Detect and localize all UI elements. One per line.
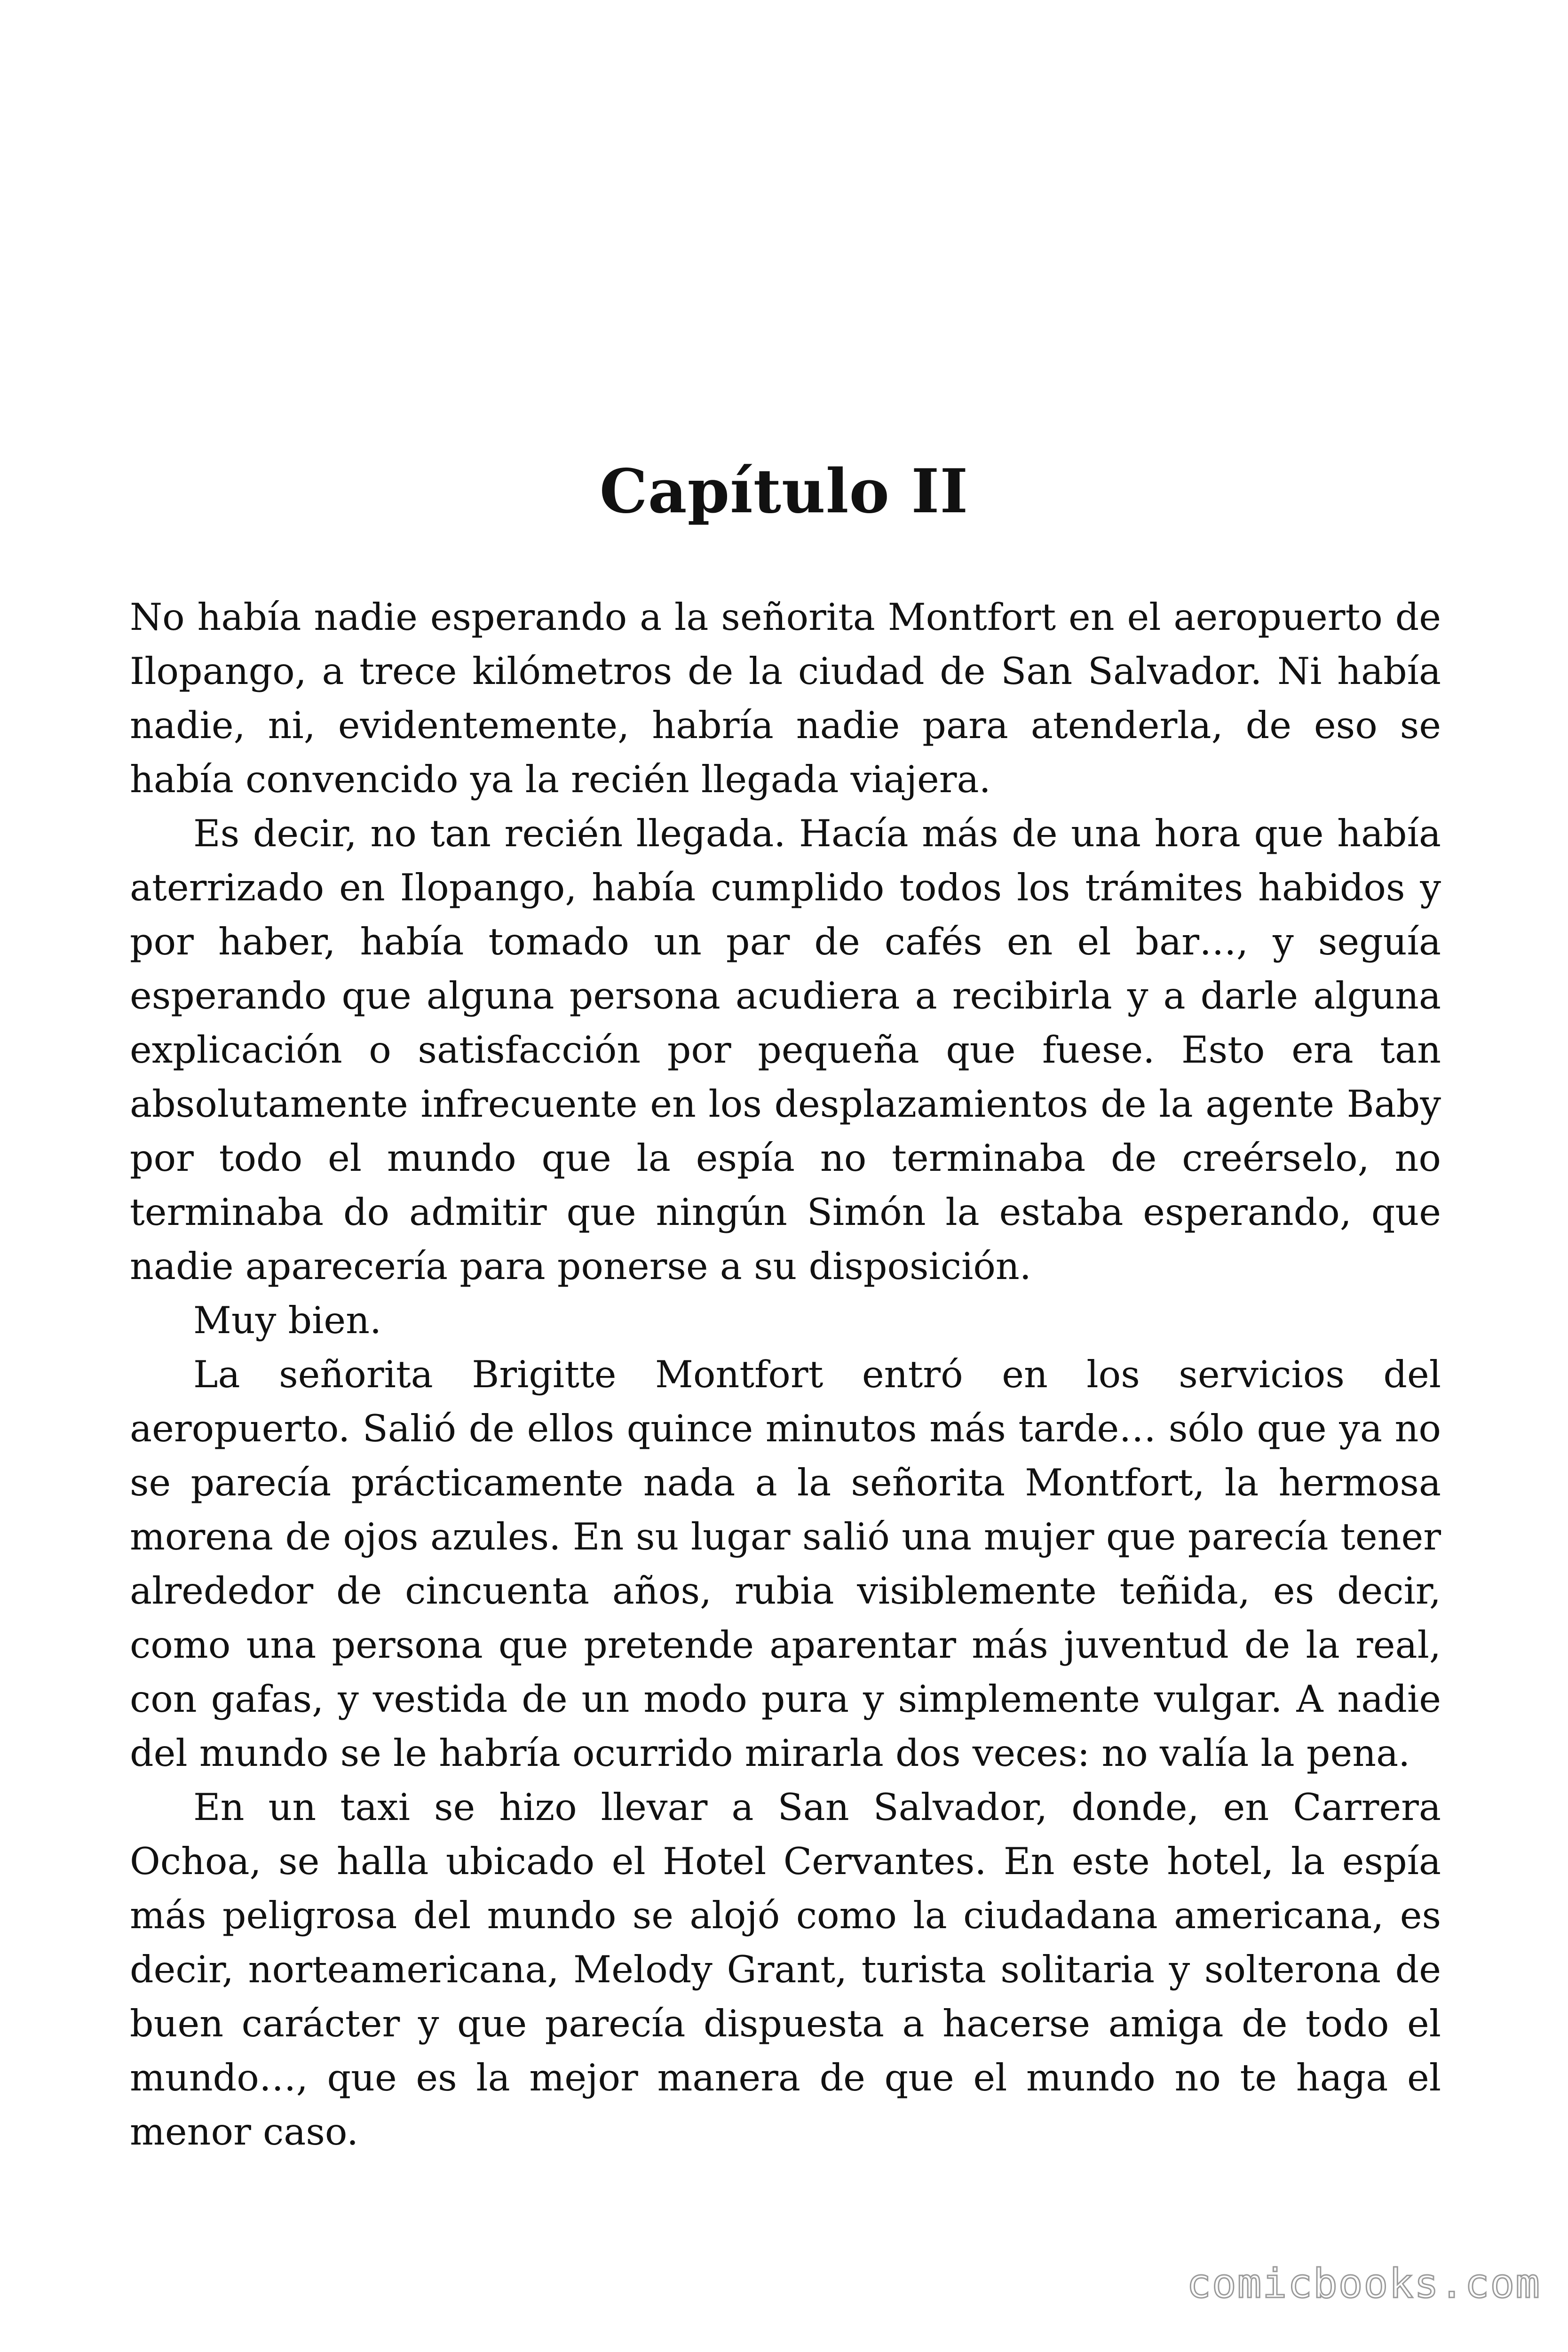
paragraph-1: No había nadie esperando a la señorita Montfort en el aeropuerto de Ilopango, a trece kilómetros de la ciudad de San Salvador. Ni había nadie, ni, evidentemente, habría nadie para atenderla, de eso se había convencido ya la recién llegada viajera. [130, 596, 1441, 801]
watermark: comicbooks.com [1187, 2260, 1541, 2307]
paragraph-4: La señorita Brigitte Montfort entró en los servicios del aeropuerto. Salió de ellos quince minutos más tarde… sólo que ya no se parecía prácticamente nada a la señorita Montfort, la hermosa morena de ojos azules. En su lugar salió una mujer que parecía tener alrededor de cincuenta años, rubia visiblemente teñida, es decir, como una persona que pretende aparentar más juventud de la real, con gafas, y vestida de un modo pura y simplemente vulgar. A nadie del mundo se le habría ocurrido mirarla dos veces: no valía la pena. [130, 1353, 1441, 1775]
paragraph-2: Es decir, no tan recién llegada. Hacía más de una hora que había aterrizado en Ilopango, había cumplido todos los trámites habidos y por haber, había tomado un par de cafés en el bar…, y seguía esperando que alguna persona acudiera a recibirla y a darle alguna explicación o satisfacción por pequeña que fuese. Esto era tan absolutamente infrecuente en los desplazamientos de la agente Baby por todo el mundo que la espía no terminaba de creérselo, no terminaba do admitir que ningún Simón la estaba esperando, que nadie aparecería para ponerse a su disposición. [130, 812, 1441, 1288]
paragraph-5: En un taxi se hizo llevar a San Salvador, donde, en Carrera Ochoa, se halla ubicado el Hotel Cervantes. En este hotel, la espía más peligrosa del mundo se alojó como la ciudadana americana, es decir, norteamericana, Melody Grant, turista solitaria y solterona de buen carácter y que parecía dispuesta a hacerse amiga de todo el mundo…, que es la mejor manera de que el mundo no te haga el menor caso. [130, 1786, 1441, 2153]
chapter-title: Capítulo II [599, 456, 969, 527]
chapter-body [130, 590, 1441, 2159]
paragraph-3: Muy bien. [193, 1299, 382, 1342]
